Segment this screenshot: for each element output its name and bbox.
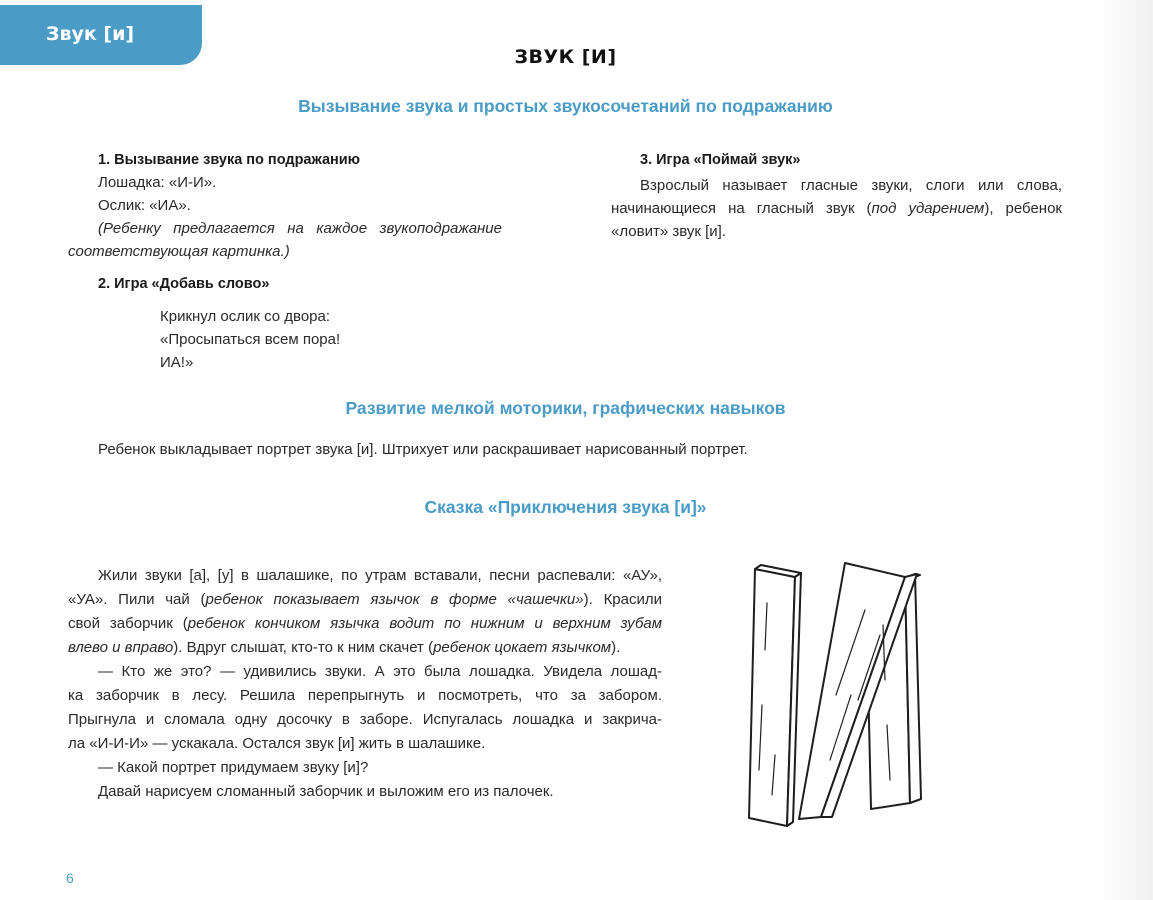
item-heading-3: 3. Игра «Поймай звук» [640,152,801,168]
item1-note-line-2: соответствующая картинка.) [68,243,290,260]
item1-note-line-1: (Ребенку предлагается на каждое звукоподражание [98,220,502,237]
poem-line-2: «Просыпаться всем пора! [160,331,341,348]
page-number: 6 [66,870,74,886]
tale-line: ка заборчик в лесу. Решила перепрыгнуть и посмотреть, что за забором. [68,687,662,704]
item3-line-2: начинающиеся на гласный звук (под ударением), ребенок [611,200,1062,217]
item1-line-2: Ослик: «ИА». [98,197,191,214]
item-heading-2: 2. Игра «Добавь слово» [98,276,270,292]
tale-line: ла «И-И-И» — ускакала. Остался звук [и] жить в шалашике. [68,735,486,752]
tale-line: Жили звуки [а], [у] в шалашике, по утрам вставали, песни распевали: «АУ», [98,567,662,584]
tale-line: Прыгнула и сломала одну досочку в заборе. Испугалась лошадка и закрича- [68,711,662,728]
tale-line: — Кто же это? — удивились звуки. А это была лошадка. Увидела лошад- [98,663,662,680]
item1-line-1: Лошадка: «И-И». [98,174,217,191]
poem-line-1: Крикнул ослик со двора: [160,308,331,325]
item3-line-1: Взрослый называет гласные звуки, слоги или слова, [640,177,1062,194]
section-heading-tale: Сказка «Приключения звука [и]» [424,497,707,517]
tale-line: — Какой портрет придумаем звуку [и]? [98,759,369,776]
tale-line: свой заборчик (ребенок кончиком язычка водит по нижним и верхним зубам [68,615,663,632]
tale-line: «УА». Пили чай (ребенок показывает язычок в форме «чашечки»). Красили [68,591,662,608]
page-edge-shadow [1097,0,1153,900]
tale-line: влево и вправо). Вдруг слышат, кто-то к ним скачет (ребенок цокает язычком). [68,639,621,656]
item-heading-1: 1. Вызывание звука по подражанию [98,152,361,168]
motor-skills-text: Ребенок выкладывает портрет звука [и]. Штрихует или раскрашивает нарисованный портрет. [98,441,748,458]
chapter-tab-label: Звук [и] [46,23,135,45]
section-heading-imitation: Вызывание звука и простых звукосочетаний по подражанию [298,96,833,116]
page-title: ЗВУК [И] [514,46,617,68]
section-heading-motor-skills: Развитие мелкой моторики, графических навыков [345,398,786,418]
poem-line-3: ИА!» [160,354,194,371]
letter-i-fence-illustration [735,555,945,830]
tale-line: Давай нарисуем сломанный заборчик и выложим его из палочек. [98,783,554,800]
item3-line-3: «ловит» звук [и]. [611,223,726,240]
